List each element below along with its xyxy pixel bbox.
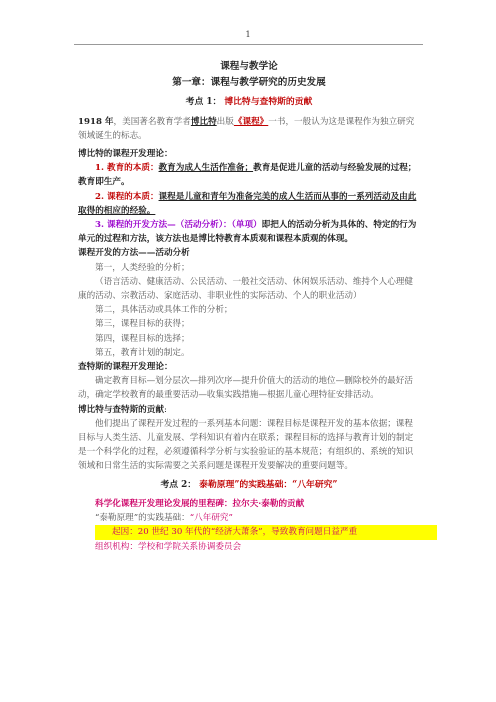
document-body bbox=[78, 60, 420, 554]
item2-lead: 课程的本质： bbox=[106, 191, 159, 202]
kp1-label: 考点 1： bbox=[185, 97, 222, 108]
origin-text: 起因：20 世纪 30 年代的“经济大萧条”，导致教育问题日益严重 bbox=[95, 525, 437, 539]
step-3: 第三，课程目标的获得； bbox=[95, 319, 190, 330]
intro-book: 《课程》 bbox=[233, 116, 269, 127]
tyler-basis-hl: “八年研究” bbox=[189, 513, 233, 524]
tyler-milestone: 科学化课程开发理论发展的里程碑：拉尔夫·泰勒的贡献 bbox=[95, 498, 305, 509]
header-rule bbox=[74, 44, 423, 45]
item3-lead: 课程的开发方法—（活动分析）：（单项） bbox=[106, 220, 262, 231]
method-heading: 课程开发的方法——活动分析 bbox=[78, 248, 190, 259]
key-point-2 bbox=[78, 478, 420, 492]
intro-year: 1918 年 bbox=[78, 116, 114, 127]
origin-line bbox=[78, 525, 420, 539]
item2-num: 2. bbox=[95, 191, 107, 202]
intro-p1: ，美国著名教育学者 bbox=[113, 116, 191, 127]
step-5: 第五，教育计划的制定。 bbox=[95, 347, 190, 358]
step-2: 第二，具体活动或具体工作的分析； bbox=[95, 305, 233, 316]
contrib-text: 他们提出了课程开发过程的一系列基本问题：课程目标是课程开发的基本依据；课程目标与人类生活、儿童发展、学科知识有着内在联系；课程目标的选择与教育计划的制定是一个科学化的过程，必须遵循科学分析与实验验证的基本规范；有组织的、系统的知识领域和日常生活的实际需要之关系问题是课程开发要解决的重要问题等。 bbox=[78, 418, 414, 472]
item1-text: 教育为成人生活作准备； bbox=[158, 163, 254, 174]
kp1-text: 博比特与查特斯的贡献 bbox=[224, 97, 313, 108]
step-1: 第一，人类经验的分析； bbox=[95, 262, 190, 273]
intro-p2: 出版 bbox=[216, 116, 234, 127]
contrib-heading bbox=[78, 403, 420, 417]
contrib-colon: : bbox=[163, 404, 167, 415]
chapter-title: 第一章：课程与教学研究的历史发展 bbox=[172, 77, 326, 89]
tyler-basis-pre: “泰勒原理”的实践基础： bbox=[95, 513, 190, 524]
contrib-title: 博比特与查特斯的贡献 bbox=[78, 404, 164, 415]
tyler-basis bbox=[78, 511, 420, 525]
item3-num: 3. bbox=[95, 220, 107, 231]
step-4: 第四，课程目标的选择； bbox=[95, 333, 190, 344]
charters-text: 确定教育目标—划分层次—排列次序—提升价值大的活动的地位—删除校外的最好活动，确定学校教育的最重要活动—收集实践措施—根据儿童心理特征安排活动。 bbox=[78, 376, 413, 401]
kp2-label: 考点 2： bbox=[160, 479, 197, 490]
org-line bbox=[78, 540, 420, 554]
item1-num: 1. bbox=[95, 163, 107, 174]
page-number: 1 bbox=[245, 30, 251, 39]
org-text: 组织机构：学校和学院关系协调委员会 bbox=[95, 541, 242, 552]
item-1 bbox=[78, 161, 420, 189]
item3-rest: 即把人的活动分析为具体的、特定的行为单元的过程和方法，该方法也是博比特教育本质观和课程本质观的体现。 bbox=[78, 220, 417, 245]
key-point-1 bbox=[78, 95, 420, 109]
intro-name: 博比特 bbox=[190, 116, 217, 127]
item-3 bbox=[78, 218, 420, 246]
intro-paragraph bbox=[78, 115, 420, 143]
step-note: （语言活动、健康活动、公民活动、一般社交活动、休闲娱乐活动、维持个人心理健康的活动、宗教活动、家庭活动、非职业性的实际活动、个人的职业活动） bbox=[78, 276, 413, 302]
item2-text: 课程是儿童和青年为准备完美的成人生活而从事的一系列活动及由此取得的相应的经验。 bbox=[78, 191, 417, 216]
intro-p3: 一书，一般认为这是课程作为独立研究领域诞生的标志。 bbox=[78, 116, 415, 141]
charters-heading: 查特斯的课程开发理论： bbox=[78, 362, 173, 373]
bobbitt-theory-heading: 博比特的课程开发理论： bbox=[78, 149, 173, 160]
doc-title: 课程与教学论 bbox=[220, 61, 278, 72]
item1-lead: 教育的本质： bbox=[106, 163, 159, 174]
kp2-text: 泰勒原理”的实践基础：“八年研究” bbox=[199, 479, 338, 490]
item-2 bbox=[78, 190, 420, 218]
item1-rest: 教育是促进儿童的活动与经验发展的过程；教育即生产。 bbox=[78, 163, 417, 188]
